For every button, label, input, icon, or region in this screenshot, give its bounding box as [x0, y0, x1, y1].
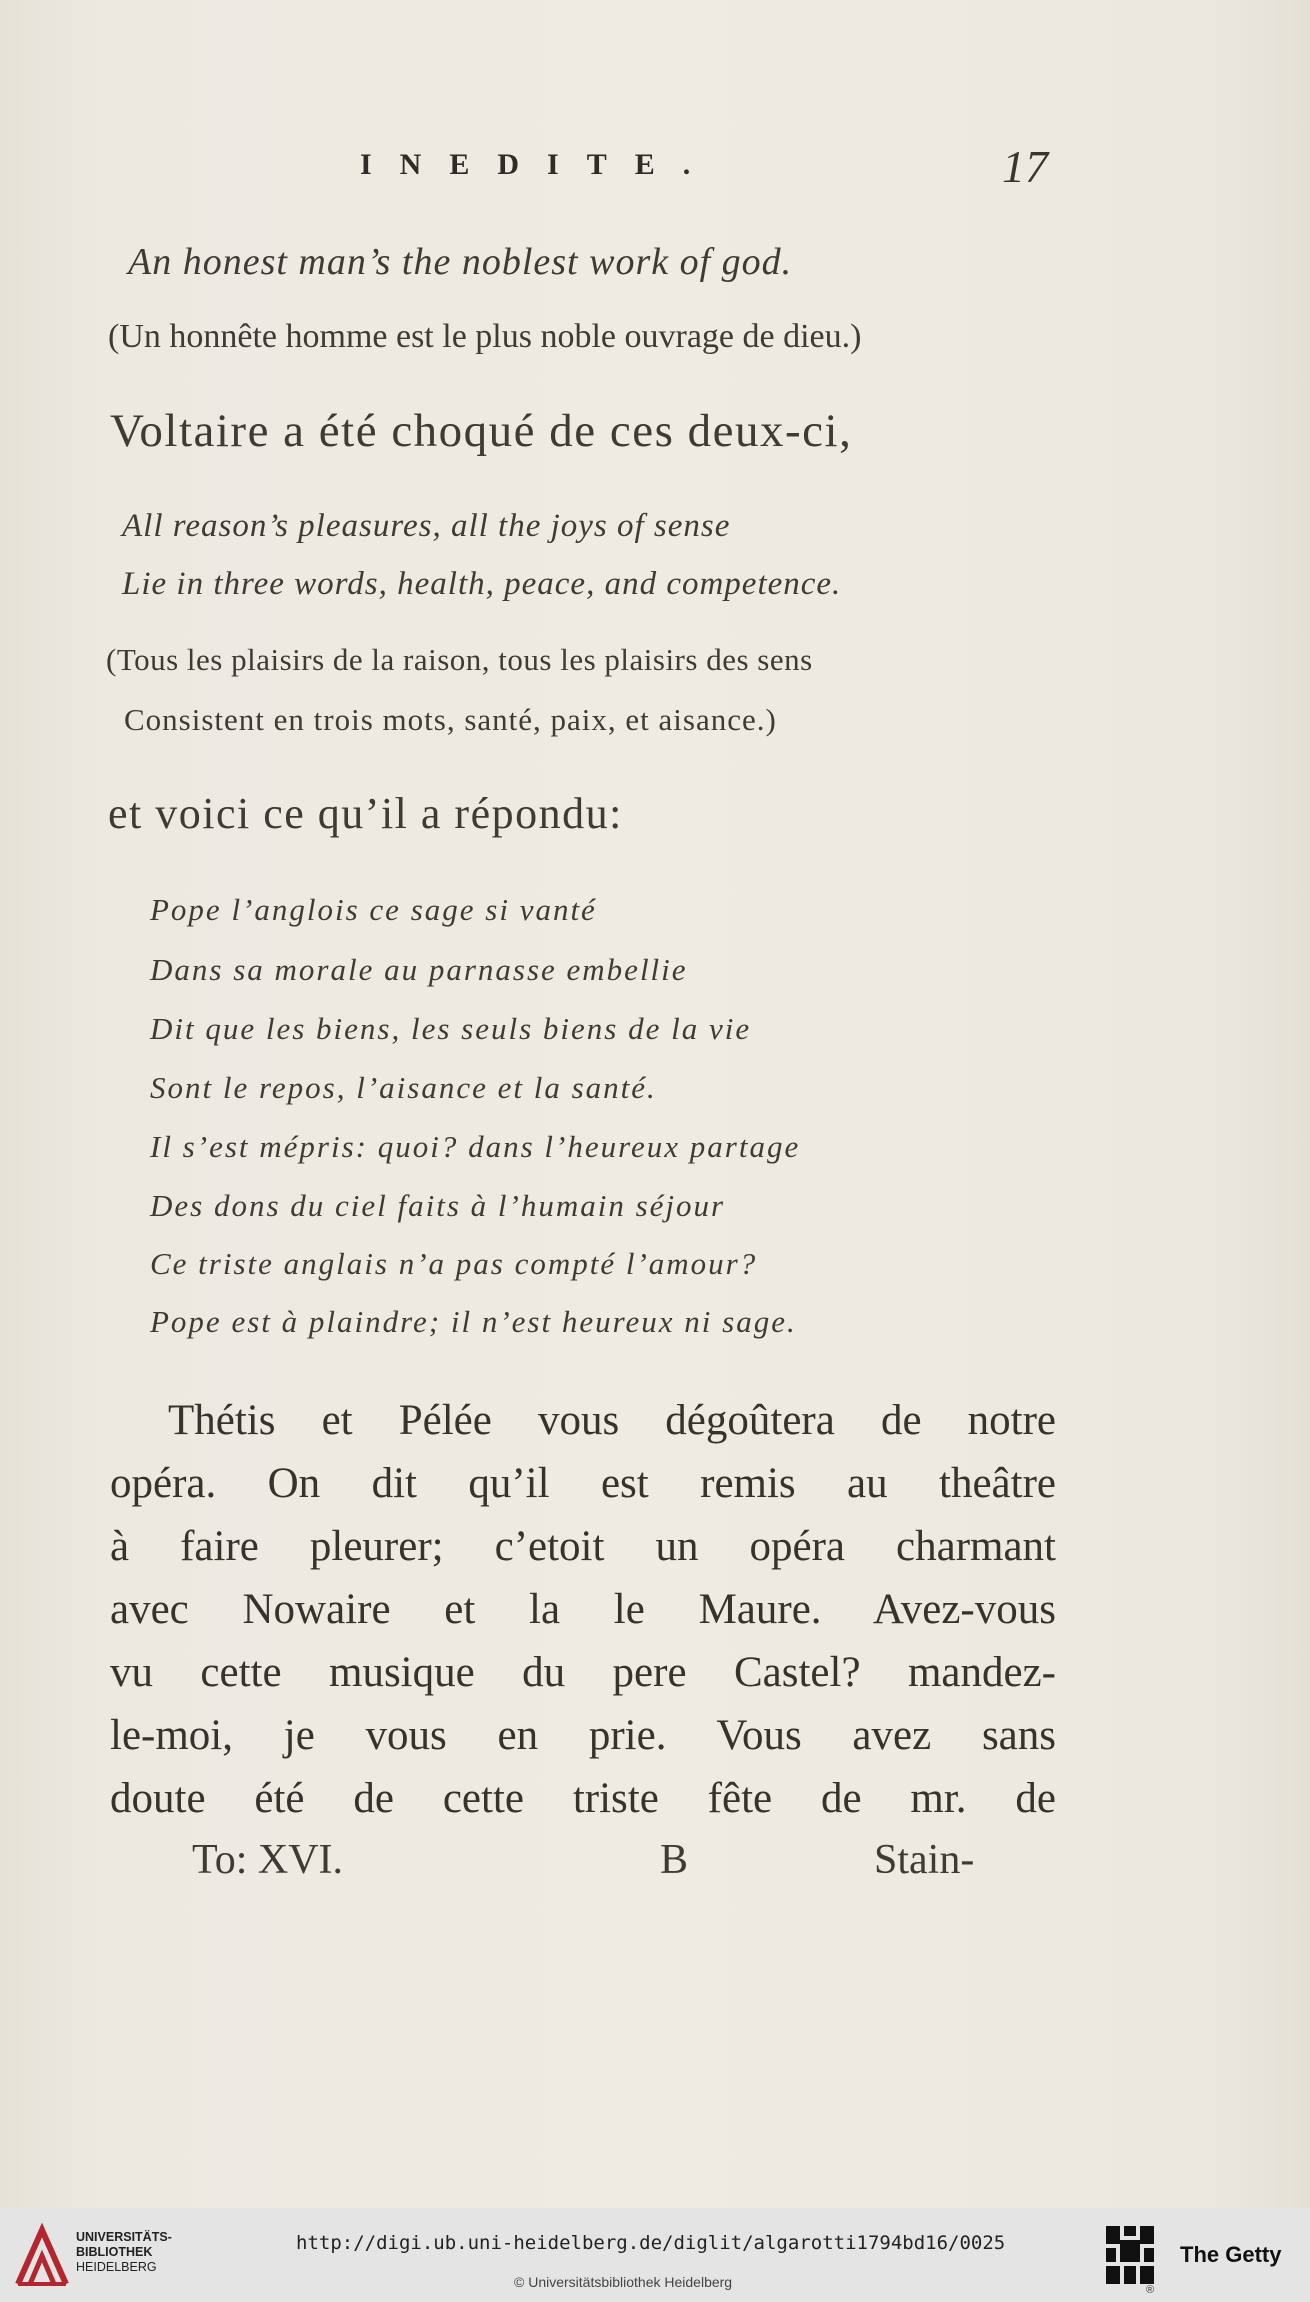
library-name-line: BIBLIOTHEK: [76, 2245, 153, 2259]
prose-line: doute été de cette triste fête de mr. de: [110, 1775, 1056, 1822]
poem-line: Des dons du ciel faits à l’humain séjour: [150, 1188, 726, 1223]
volume-signature: To: XVI.: [192, 1837, 344, 1883]
catchword: Stain-: [874, 1837, 975, 1883]
english-quote: An honest man’s the noblest work of god.: [128, 241, 793, 283]
registered-mark: ®: [1146, 2284, 1155, 2296]
poem-line: Sont le repos, l’aisance et la santé.: [150, 1070, 657, 1105]
prose-line: vu cette musique du pere Castel? mandez-: [110, 1649, 1056, 1696]
poem-line: Dans sa morale au parnasse embellie: [150, 952, 688, 987]
poem-line: Pope est à plaindre; il n’est heureux ni sage.: [150, 1304, 797, 1339]
viewer-footer: [0, 2208, 1310, 2302]
partner-name: The Getty: [1180, 2242, 1282, 2267]
prose-line: Thétis et Pélée vous dégoûtera de notre: [168, 1397, 1056, 1444]
poem-line: Ce triste anglais n’a pas compté l’amour?: [150, 1246, 758, 1281]
getty-logo-icon: [1104, 2224, 1156, 2286]
prose-line: le-moi, je vous en prie. Vous avez sans: [110, 1712, 1056, 1759]
ub-heidelberg-logo-icon: [14, 2222, 70, 2288]
voltaire-line: Voltaire a été choqué de ces deux-ci,: [110, 405, 853, 457]
library-name: [76, 2230, 172, 2275]
french-verse-line: Consistent en trois mots, santé, paix, et aisance.): [124, 702, 777, 737]
english-verse-line: Lie in three words, health, peace, and competence.: [122, 566, 842, 602]
gathering-signature: B: [660, 1837, 689, 1883]
running-head: INEDITE.: [360, 148, 719, 181]
library-name-line: UNIVERSITÄTS-: [76, 2230, 172, 2244]
poem-line: Pope l’anglois ce sage si vanté: [150, 892, 597, 927]
library-name-line: HEIDELBERG: [76, 2260, 157, 2274]
prose-line: à faire pleurer; c’etoit un opéra charmant: [110, 1523, 1056, 1570]
french-verse-line: (Tous les plaisirs de la raison, tous les plaisirs des sens: [106, 642, 813, 677]
permalink-url[interactable]: http://digi.ub.uni-heidelberg.de/diglit/algarotti1794bd16/0025: [296, 2232, 1006, 2254]
prose-line: opéra. On dit qu’il est remis au theâtre: [110, 1460, 1056, 1507]
poem-line: Dit que les biens, les seuls biens de la vie: [150, 1011, 752, 1046]
prose-line: avec Nowaire et la le Maure. Avez-vous: [110, 1586, 1056, 1633]
english-verse-line: All reason’s pleasures, all the joys of sense: [122, 508, 731, 544]
french-quote: (Un honnête homme est le plus noble ouvrage de dieu.): [108, 318, 862, 355]
poem-line: Il s’est mépris: quoi? dans l’heureux partage: [150, 1129, 801, 1164]
copyright-notice: © Universitätsbibliothek Heidelberg: [514, 2274, 733, 2290]
reply-intro: et voici ce qu’il a répondu:: [108, 789, 623, 838]
page-number: 17: [1002, 141, 1048, 192]
